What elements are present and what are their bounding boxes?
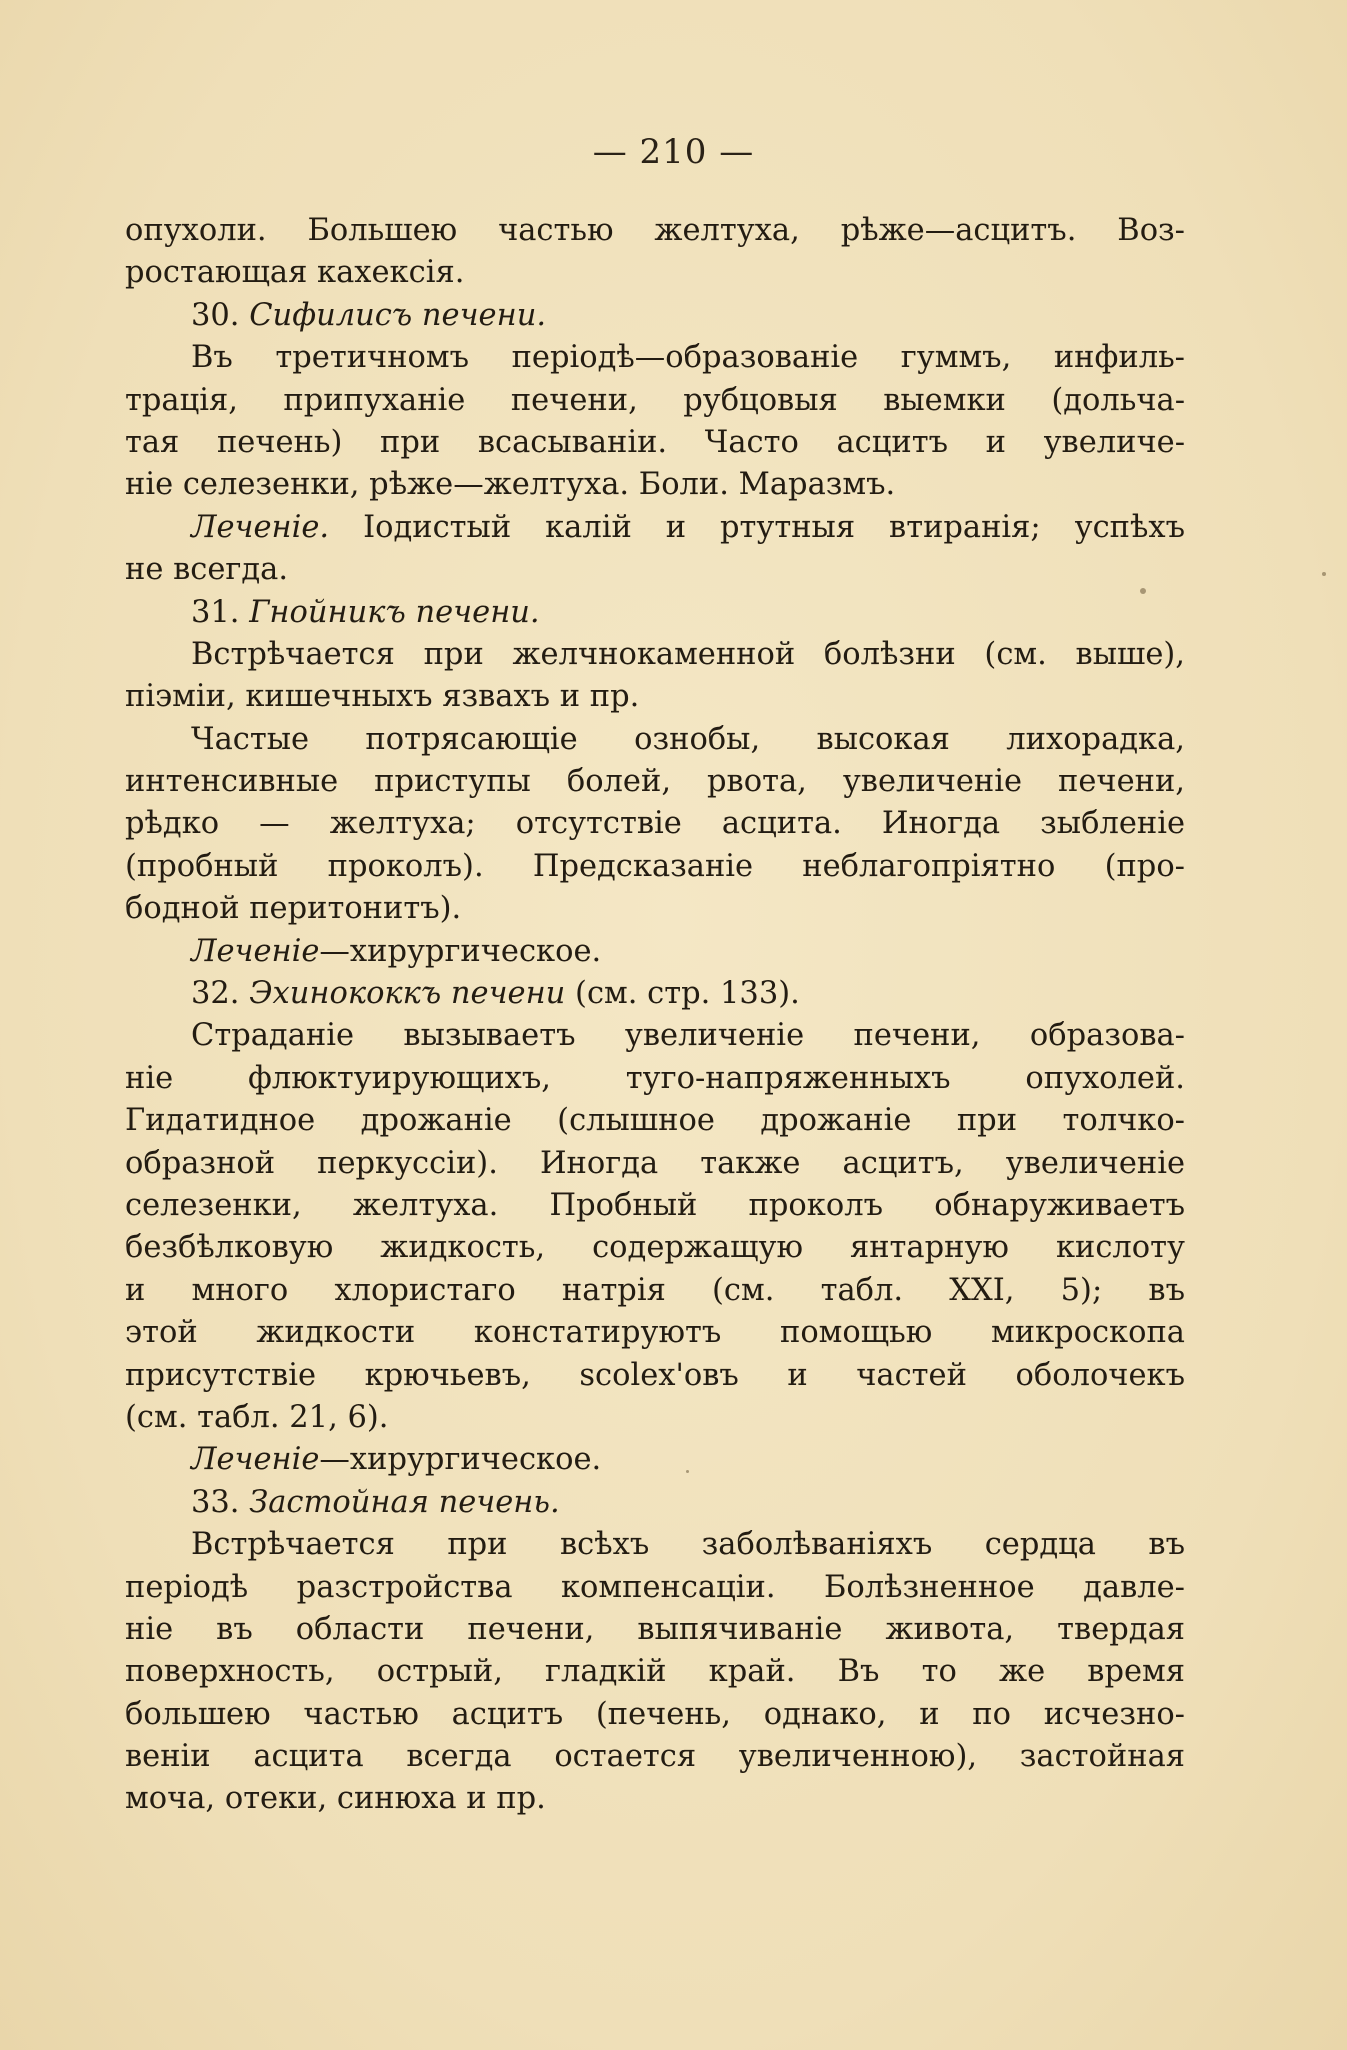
text-line: Въ третичномъ періодѣ—образованіе гуммъ, инфиль-	[191, 340, 1185, 376]
section-heading-30	[125, 295, 1185, 337]
text-line: піэміи, кишечныхъ язвахъ и пр.	[125, 679, 640, 715]
section-title: Гнойникъ печени.	[249, 594, 540, 630]
paper-speck	[1322, 572, 1326, 576]
text-line: бодной перитонитъ).	[125, 891, 462, 927]
text-line: присутствіе крючьевъ, scolex'овъ и частей оболочекъ	[125, 1357, 1185, 1393]
text-line: ростающая кахексія.	[125, 255, 465, 291]
treatment-text: Іодистый калій и ртутныя втиранія; успѣхъ	[363, 509, 1185, 545]
text-line: поверхность, острый, гладкій край. Въ то же время	[125, 1654, 1185, 1690]
treatment-line	[125, 931, 1185, 973]
text-line: Страданіе вызываетъ увеличеніе печени, образова-	[191, 1018, 1185, 1054]
paper-speck	[1140, 588, 1146, 594]
section-reference: (см. стр. 133).	[575, 976, 800, 1012]
text-line: періодѣ разстройства компенсаціи. Болѣзненное давле-	[125, 1569, 1185, 1605]
section-number: 31.	[191, 594, 240, 630]
text-line: большею частью асцитъ (печень, однако, и по исчезно-	[125, 1696, 1185, 1732]
section-number: 30.	[191, 297, 240, 333]
text-line: интенсивные приступы болей, рвота, увеличеніе печени,	[125, 764, 1185, 800]
text-line: трація, припуханіе печени, рубцовыя выемки (дольча-	[125, 382, 1185, 418]
text-line: веніи асцита всегда остается увеличенною), застойная	[125, 1739, 1185, 1775]
body-text	[125, 210, 1185, 1821]
page-number: — 210 —	[592, 132, 755, 172]
section-title: Эхинококкъ печени	[249, 976, 566, 1012]
text-line: (пробный проколъ). Предсказаніе неблагопріятно (про-	[125, 848, 1185, 884]
text-line: Частые потрясающіе ознобы, высокая лихорадка,	[191, 721, 1185, 757]
section-heading-33	[125, 1482, 1185, 1524]
text-line: моча, отеки, синюха и пр.	[125, 1781, 546, 1817]
text-line: образной перкуссіи). Иногда также асцитъ, увеличеніе	[125, 1145, 1185, 1181]
section-heading-32	[125, 973, 1185, 1015]
text-line: безбѣлковую жидкость, содержащую янтарную кислоту	[125, 1230, 1185, 1266]
text-line: и много хлористаго натрія (см. табл. XXI, 5); въ	[125, 1272, 1185, 1308]
text-line: ніе селезенки, рѣже—желтуха. Боли. Маразмъ.	[125, 467, 896, 503]
treatment-text: —хирургическое.	[319, 1442, 602, 1478]
section-number: 33.	[191, 1484, 240, 1520]
text-line: тая печень) при всасываніи. Часто асцитъ и увеличе-	[125, 424, 1185, 460]
text-line: ніе флюктуирующихъ, туго-напряженныхъ опухолей.	[125, 1060, 1185, 1096]
text-line: не всегда.	[125, 552, 289, 588]
text-line: рѣдко — желтуха; отсутствіе асцита. Иногда зыбленіе	[125, 806, 1185, 842]
paper-speck	[686, 1470, 689, 1473]
text-line: ніе въ области печени, выпячиваніе живота, твердая	[125, 1611, 1185, 1647]
text-line: Встрѣчается при всѣхъ заболѣваніяхъ сердца въ	[191, 1527, 1185, 1563]
section-title: Застойная печень.	[249, 1484, 560, 1520]
treatment-text: —хирургическое.	[319, 933, 602, 969]
treatment-label: Леченіе.	[191, 509, 330, 545]
text-line: (см. табл. 21, 6).	[125, 1399, 389, 1435]
text-line: опухоли. Большею частью желтуха, рѣже—асцитъ. Воз-	[125, 213, 1185, 248]
text-line: Встрѣчается при желчнокаменной болѣзни (см. выше),	[191, 636, 1185, 672]
treatment-label: Леченіе	[191, 1442, 320, 1478]
section-number: 32.	[191, 976, 240, 1012]
section-title: Сифилисъ печени.	[249, 297, 547, 333]
text-line: этой жидкости констатируютъ помощью микроскопа	[125, 1315, 1185, 1351]
text-line: Гидатидное дрожаніе (слышное дрожаніе при толчко-	[125, 1103, 1185, 1139]
treatment-line	[125, 1439, 1185, 1481]
treatment-line	[125, 507, 1185, 549]
text-line: селезенки, желтуха. Пробный проколъ обнаруживаетъ	[125, 1187, 1185, 1223]
treatment-label: Леченіе	[191, 933, 320, 969]
section-heading-31	[125, 592, 1185, 634]
